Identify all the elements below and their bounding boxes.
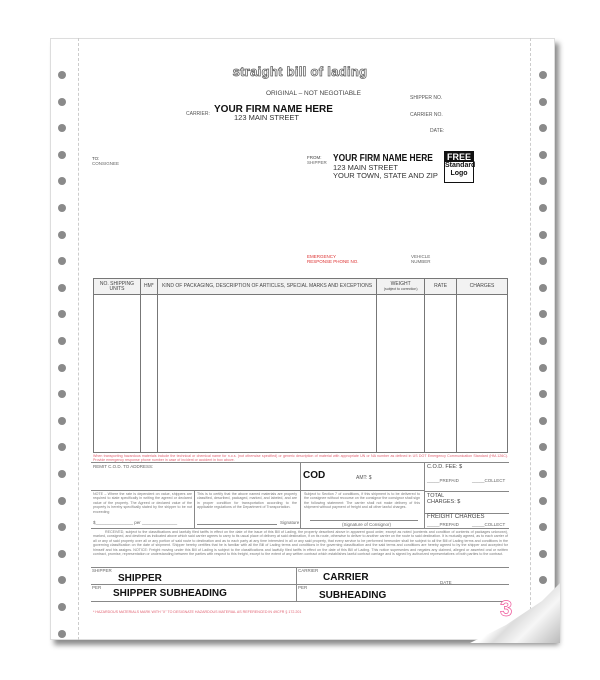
carrier-sign-name: CARRIER bbox=[323, 572, 369, 583]
tractor-feed-hole bbox=[58, 630, 66, 638]
shipper-sign-name: SHIPPER bbox=[118, 573, 162, 584]
cod-label: COD bbox=[303, 470, 326, 481]
carrier-subheading: SUBHEADING bbox=[319, 590, 387, 601]
logo-line2: Logo bbox=[450, 170, 468, 177]
cod-collect[interactable]: _____COLLECT bbox=[472, 478, 506, 483]
tractor-feed-hole bbox=[539, 204, 547, 212]
hazmat-note: When transporting hazardous materials include the technical or chemical name for n.o.s. (not otherwise specified) or generic description of material with appropriate UN or NA number as defined in US DOT Emergency Communication Standard (HM-126C). Provide emergency response phone number in case of incident or accident in box above. bbox=[93, 454, 508, 463]
freight-prepaid[interactable]: _____PREPAID bbox=[427, 522, 459, 527]
hazmat-footer: * HAZARDOUS MATERIALS MARK WITH "X" TO DESIGNATE HAZARDOUS MATERIAL AS REFERENCED IN 49CFR § 172.201 bbox=[93, 610, 302, 614]
from-label: FROM: bbox=[307, 155, 322, 160]
tractor-feed-hole bbox=[539, 98, 547, 106]
tractor-feed-hole bbox=[58, 284, 66, 292]
tractor-feed-hole bbox=[58, 497, 66, 505]
remit-cod-label: REMIT C.O.D. TO ADDRESS: bbox=[93, 464, 154, 469]
tractor-feed-hole bbox=[58, 603, 66, 611]
date-label: DATE: bbox=[430, 128, 445, 134]
logo-line1: Standard bbox=[445, 162, 476, 169]
tractor-feed-hole bbox=[58, 417, 66, 425]
tractor-feed-hole bbox=[539, 284, 547, 292]
vehicle-label: VEHICLE bbox=[411, 254, 431, 259]
carrier-sign-label: CARRIER bbox=[298, 568, 319, 573]
tractor-feed-hole bbox=[58, 98, 66, 106]
col-description: KIND OF PACKAGING, DESCRIPTION OF ARTICLES, SPECIAL MARKS AND EXCEPTIONS bbox=[157, 279, 376, 295]
shipment-items-table bbox=[93, 278, 508, 453]
received-terms: RECEIVED, subject to the classifications and lawfully filed tariffs in effect on the date of the issue of this Bill of Lading, the property described above in apparent good order, except as noted (contents and condition of contents of packages unknown), marked, consigned, and destined as indicated above which said carrier agrees to carry to its usual place of delivery at said destination, if on its route, otherwise to deliver to another carrier on the route to said destination. It is mutually agreed, as to each carrier of all or any of said property over all or any portion of said route to destination and as to each party at any time interested in all or any said property, that every service to be performed hereunder shall be subject to all the Bill of Lading terms and conditions in the governing classification on the date of shipment. Shipper hereby certifies that he is familiar with all the Bill of Lading terms and conditions in the governing classification and the said terms and conditions are hereby agreed to by the shipper and accepted for himself and his assigns. NOTICE: Freight moving under this Bill of Lading is subject to the classifications and lawfully filed tariffs in effect on the date of this Bill of Lading. This notice supersedes and negates any claimed, alleged or asserted oral or written contract, promise, representation or understanding between the parties with respect to this freight, except to the extent of any written contract which establishes lawful contract carriage and is signed by authorized representatives of both parties to the contract. bbox=[93, 530, 508, 557]
shipper-street: 123 MAIN STREET bbox=[333, 163, 399, 172]
carrier-firm-name: YOUR FIRM NAME HERE bbox=[214, 104, 333, 115]
cell[interactable] bbox=[457, 295, 508, 453]
cell[interactable] bbox=[425, 295, 457, 453]
vehicle-number-label: NUMBER bbox=[411, 259, 431, 264]
consignor-signature-line[interactable] bbox=[310, 520, 418, 521]
cod-fee-label: C.O.D. FEE: $ bbox=[427, 464, 463, 470]
emergency-phone-label: RESPONSE PHONE NO. bbox=[307, 259, 359, 264]
tractor-feed-hole bbox=[58, 231, 66, 239]
declared-value-note: NOTE – Where the rate is dependent on value, shippers are required to state specifically in writing the agreed or declared value of the property. The Agreed or declared value of the property is hereby specifically stated by the shipper to be not exceeding bbox=[93, 492, 192, 514]
logo-free: FREE bbox=[446, 152, 471, 162]
total-charges-label: CHARGES: $ bbox=[427, 499, 461, 505]
signoff-date-label: DATE bbox=[440, 580, 452, 585]
tractor-feed-hole bbox=[539, 337, 547, 345]
col-weight bbox=[377, 279, 425, 295]
cod-prepaid[interactable]: _____PREPAID bbox=[427, 478, 459, 483]
form-subtitle: ORIGINAL – NOT NEGOTIABLE bbox=[266, 90, 361, 97]
left-perforation bbox=[78, 38, 79, 640]
tractor-feed-hole bbox=[58, 151, 66, 159]
shipper-subheading: SHIPPER SUBHEADING bbox=[113, 588, 227, 599]
right-perforation bbox=[530, 38, 531, 640]
tractor-feed-hole bbox=[539, 497, 547, 505]
tractor-feed-hole bbox=[58, 364, 66, 372]
tractor-feed-hole bbox=[539, 151, 547, 159]
tractor-feed-hole bbox=[58, 550, 66, 558]
tractor-feed-hole bbox=[58, 204, 66, 212]
section7-note: Subject to Section 7 of conditions, if this shipment is to be delivered to the consignee without recourse on the consignor the consignor shall sign the following statement: The carrier shall not make delivery of this shipment without payment of freight and all other lawful charges. bbox=[304, 492, 420, 510]
declared-value-line[interactable]: $_______________ per ______________ bbox=[93, 520, 178, 525]
emergency-label: EMERGENCY bbox=[307, 254, 337, 259]
free-logo-badge bbox=[444, 151, 474, 183]
total-label: TOTAL bbox=[427, 493, 445, 499]
col-charges: CHARGES bbox=[457, 279, 508, 295]
cell[interactable] bbox=[140, 295, 157, 453]
tractor-feed-hole bbox=[58, 470, 66, 478]
cell[interactable] bbox=[157, 295, 376, 453]
cod-amount-label: AMT: $ bbox=[356, 475, 372, 481]
part-number: 3 bbox=[500, 596, 513, 621]
tractor-feed-hole bbox=[539, 550, 547, 558]
tractor-feed-hole bbox=[539, 364, 547, 372]
to-label: TO: bbox=[92, 156, 100, 161]
consignee-label: CONSIGNEE bbox=[92, 161, 120, 166]
form-title: straight bill of lading bbox=[232, 64, 368, 79]
col-shipping-units: NO. SHIPPING UNITS bbox=[94, 279, 141, 295]
shipper-sublabel: SHIPPER bbox=[307, 160, 327, 165]
cell[interactable] bbox=[377, 295, 425, 453]
weight-sub: (subject to correction) bbox=[383, 286, 418, 291]
col-rate: RATE bbox=[425, 279, 457, 295]
shipper-firm-name: YOUR FIRM NAME HERE bbox=[333, 153, 433, 164]
shipper-per-label: PER bbox=[92, 585, 102, 590]
shipper-city: YOUR TOWN, STATE AND ZIP bbox=[333, 171, 438, 180]
tractor-feed-hole bbox=[539, 231, 547, 239]
tractor-feed-hole bbox=[58, 337, 66, 345]
signature-line[interactable] bbox=[197, 524, 277, 525]
signature-label: Signature bbox=[280, 520, 300, 525]
certify-note: This is to certify that the above named materials are properly classified, described, packaged, marked, and labeled, and are in proper condition for transportation according to the applicable regulations of the Department of Transportation. bbox=[197, 492, 297, 510]
cell[interactable] bbox=[94, 295, 141, 453]
tractor-feed-hole bbox=[539, 417, 547, 425]
freight-charges-label: FREIGHT CHARGES bbox=[427, 514, 485, 520]
carrier-no-label: CARRIER NO. bbox=[410, 112, 443, 118]
consignor-signature-label: (Signature of Consignor) bbox=[342, 522, 392, 527]
tractor-feed-hole bbox=[539, 470, 547, 478]
weight-label: WEIGHT bbox=[390, 280, 411, 287]
carrier-label: CARRIER: bbox=[186, 111, 210, 117]
shipper-sign-label: SHIPPER bbox=[92, 568, 112, 573]
carrier-street: 123 MAIN STREET bbox=[234, 113, 300, 122]
shipper-no-label: SHIPPER NO. bbox=[410, 95, 443, 101]
freight-collect[interactable]: _____COLLECT bbox=[472, 522, 506, 527]
carrier-per-label: PER bbox=[298, 585, 308, 590]
col-hm: HM* bbox=[140, 279, 157, 295]
